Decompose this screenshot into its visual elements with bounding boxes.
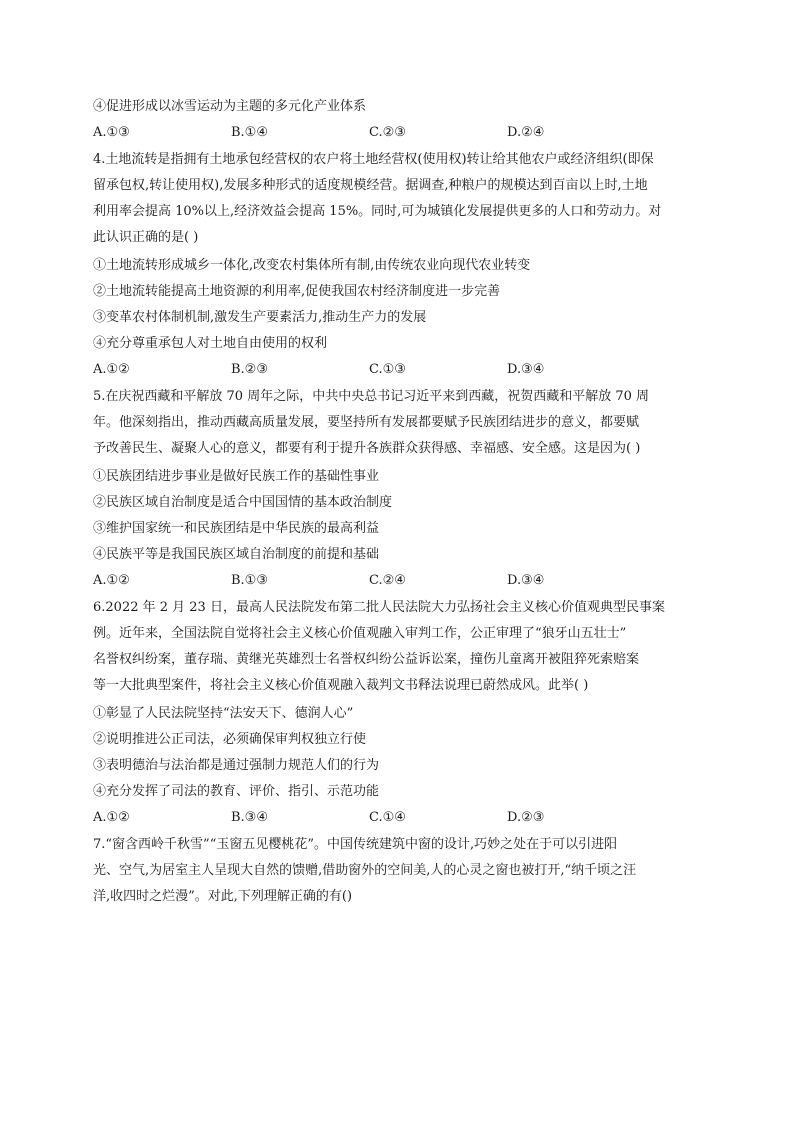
q3-choice-d: D.②④: [507, 125, 545, 140]
q5-stem-line: 年。他深刻指出，推动西藏高质量发展，要坚持所有发展都要赋予民族团结进步的意义，都要赋: [93, 415, 640, 430]
q6-option-1: ①彰显了人民法院坚持“法安天下、德润人心”: [93, 706, 354, 721]
q4-choices: [93, 358, 698, 382]
q3-choice-a: A.①③: [93, 125, 130, 140]
q6-option-4: ④充分发挥了司法的教育、评价、指引、示范功能: [93, 784, 380, 799]
q6-choice-b: B.③④: [231, 810, 268, 825]
q4-choice-d: D.③④: [507, 362, 545, 377]
question-4: [93, 147, 698, 382]
q4-stem-line: 4.土地流转是指拥有土地承包经营权的农户将土地经营权(使用权)转让给其他农户或经济组织(即保: [93, 152, 654, 167]
q6-stem-line: 6.2022 年 2 月 23 日，最高人民法院发布第二批人民法院大力弘扬社会主义核心价值观典型民事案: [93, 600, 665, 615]
question-7: [93, 832, 698, 910]
question-3-tail: [93, 95, 698, 145]
q5-choice-a: A.①②: [93, 573, 130, 588]
q4-option-3: ③变革农村体制机制,激发生产要素活力,推动生产力的发展: [93, 310, 427, 325]
q5-choices: [93, 569, 698, 593]
q4-stem-line: 留承包权,转让使用权),发展多种形式的适度规模经营。据调查,种粮户的规模达到百亩以上时,土地: [93, 178, 648, 193]
q6-stem-line: 例。近年来，全国法院自觉将社会主义核心价值观融入审判工作，公正审理了“狼牙山五壮士”: [93, 626, 627, 641]
q4-option-4: ④充分尊重承包人对土地自由使用的权利: [93, 336, 328, 351]
q5-stem-line: 予改善民生、凝聚人心的意义，都要有利于提升各族群众获得感、幸福感、安全感。这是因为( ): [93, 441, 641, 456]
q7-stem-line: 7.“窗含西岭千秋雪”“玉窗五见樱桃花”。中国传统建筑中窗的设计,巧妙之处在于可以引进阳: [93, 837, 618, 852]
q5-choice-c: C.②④: [369, 573, 406, 588]
q3-choice-c: C.②③: [369, 125, 406, 140]
q5-choice-b: B.①③: [231, 573, 268, 588]
q5-stem-line: 5.在庆祝西藏和平解放 70 周年之际，中共中央总书记习近平来到西藏，祝贺西藏和平解放 70 周: [93, 389, 650, 404]
q5-choice-d: D.③④: [507, 573, 545, 588]
q4-stem: [93, 147, 698, 251]
q4-choice-a: A.①②: [93, 362, 130, 377]
q4-stem-line: 此认识正确的是( ): [93, 230, 199, 245]
q4-option-1: ①土地流转形成城乡一体化,改变农村集体所有制,由传统农业向现代农业转变: [93, 258, 531, 273]
q6-stem-line: 名誉权纠纷案，董存瑞、黄继光英雄烈士名誉权纠纷公益诉讼案，撞伤儿童离开被阻猝死索赔案: [93, 652, 640, 667]
q5-option-2: ②民族区域自治制度是适合中国国情的基本政治制度: [93, 495, 393, 510]
question-5: [93, 384, 698, 593]
q7-stem: [93, 832, 698, 910]
q5-stem: [93, 384, 698, 462]
q6-stem-line: 等一大批典型案件，将社会主义核心价值观融入裁判文书释法说理已蔚然成风。此举( ): [93, 678, 589, 693]
q6-choices: [93, 806, 698, 830]
question-6: [93, 595, 698, 830]
q4-option-2: ②土地流转能提高土地资源的利用率,促使我国农村经济制度进一步完善: [93, 284, 501, 299]
q4-stem-line: 利用率会提高 10%以上,经济效益会提高 15%。同时,可为城镇化发展提供更多的人口和劳动力。对: [93, 204, 662, 219]
q6-option-2: ②说明推进公正司法，必须确保审判权独立行使: [93, 732, 367, 747]
q3-option-4: ④促进形成以冰雪运动为主题的多元化产业体系: [93, 99, 367, 114]
q7-stem-line: 洋,收四时之烂漫”。对此,下列理解正确的有(): [93, 889, 353, 904]
q5-option-4: ④民族平等是我国民族区域自治制度的前提和基础: [93, 547, 380, 562]
q7-stem-line: 光、空气,为居室主人呈现大自然的馈赠,借助窗外的空间美,人的心灵之窗也被打开,“纳千顷之汪: [93, 863, 637, 878]
q4-choice-c: C.①③: [369, 362, 406, 377]
q3-choice-b: B.①④: [231, 125, 268, 140]
q5-option-3: ③维护国家统一和民族团结是中华民族的最高利益: [93, 521, 380, 536]
q6-choice-c: C.①④: [369, 810, 406, 825]
q6-choice-d: D.②③: [507, 810, 545, 825]
q3-choices: [93, 121, 698, 145]
q4-choice-b: B.②③: [231, 362, 268, 377]
q5-option-1: ①民族团结进步事业是做好民族工作的基础性事业: [93, 469, 380, 484]
q6-choice-a: A.①②: [93, 810, 130, 825]
q6-option-3: ③表明德治与法治都是通过强制力规范人们的行为: [93, 758, 380, 773]
q6-stem: [93, 595, 698, 699]
